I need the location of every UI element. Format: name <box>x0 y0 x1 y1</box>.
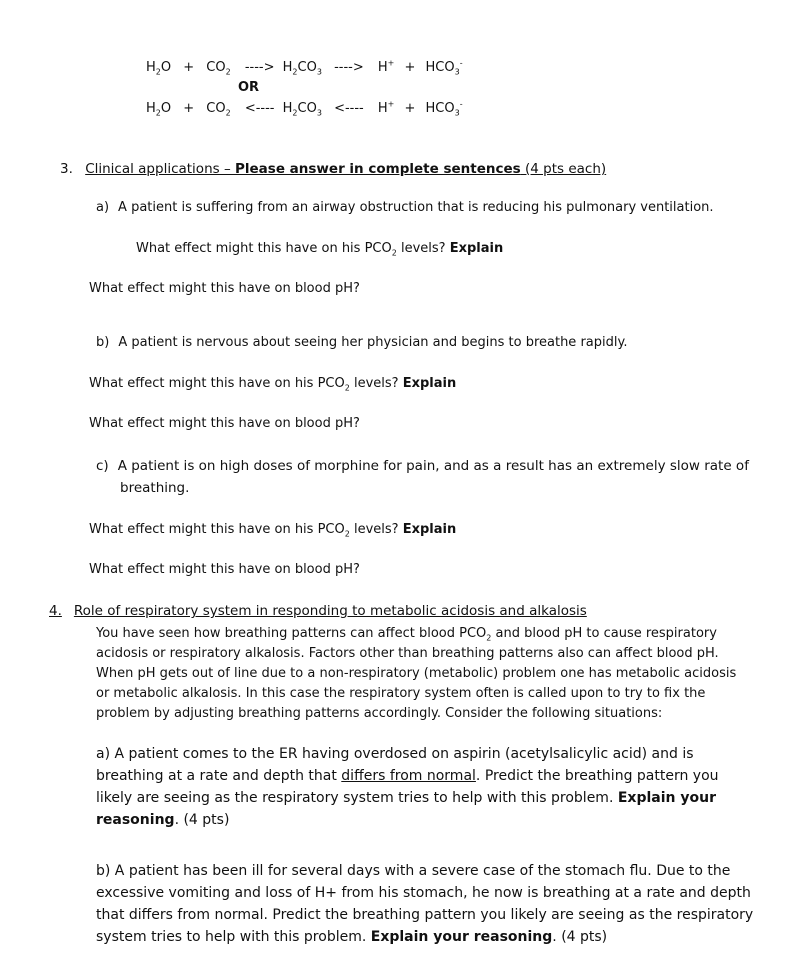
eq-arrow: <---- <box>334 101 364 116</box>
eq-sup: - <box>459 99 463 109</box>
section-title: Clinical applications – <box>85 161 235 177</box>
subscript: 2 <box>344 383 350 393</box>
eq-arrow: ----> <box>244 60 275 75</box>
points-text: . (4 pts) <box>552 929 608 945</box>
question-3b <box>96 335 627 351</box>
section-number: 4. <box>49 603 62 619</box>
question-text: What effect might this have on his PCO <box>136 241 392 256</box>
question-3c-pco2 <box>89 522 456 538</box>
explain-label: Explain your reasoning <box>96 790 716 828</box>
subscript: 2 <box>391 248 397 258</box>
eq-text: CO <box>297 60 317 75</box>
intro-text: You have seen how breathing patterns can affect blood PCO <box>96 626 487 641</box>
eq-text: O <box>160 101 172 116</box>
eq-plus: + <box>183 60 195 75</box>
eq-sub: 3 <box>316 67 322 77</box>
eq-arrow: <---- <box>244 101 275 116</box>
eq-text: CO <box>206 60 226 75</box>
section-3-heading <box>60 161 606 177</box>
section-title: Role of respiratory system in responding to metabolic acidosis and alkalosis <box>73 603 587 619</box>
eq-text: O <box>160 60 172 75</box>
eq-text: CO <box>206 101 226 116</box>
equation-or-label: OR <box>238 80 260 95</box>
question-text: What effect might this have on his PCO <box>89 376 345 391</box>
eq-text: HCO <box>425 101 455 116</box>
intro-text: and blood pH to cause respiratory acidosis or respiratory alkalosis. Factors other than breathing patterns also can affect blood pH. When pH gets out of line due to a non-respiratory (metabolic) problem one has metabolic acidosis or metabolic alkalosis. In this case the respiratory system often is called upon to try to fix the problem by adjusting breathing patterns accordingly. Consider the following situations: <box>96 626 737 721</box>
eq-text: H <box>282 60 293 75</box>
eq-sub: 2 <box>225 67 231 77</box>
question-text: levels? <box>349 522 403 537</box>
explain-label: Explain <box>449 241 504 256</box>
question-text: a) A patient comes to the ER having overdosed on aspirin (acetylsalicylic acid) and is breathing at a rate and depth that <box>96 746 694 784</box>
question-3c-ph: What effect might this have on blood pH? <box>89 562 360 577</box>
item-label: a) <box>96 200 110 215</box>
eq-sub: 3 <box>454 108 460 118</box>
question-text: levels? <box>349 376 403 391</box>
question-3c-line2: breathing. <box>120 480 190 496</box>
subscript: 2 <box>344 529 350 539</box>
eq-text: H <box>146 60 156 75</box>
explain-label: Explain <box>402 376 457 391</box>
eq-plus: + <box>183 101 195 116</box>
eq-text: HCO <box>425 60 455 75</box>
question-3a-pco2 <box>136 241 503 257</box>
section-number: 3. <box>60 161 73 177</box>
eq-text: CO <box>297 101 317 116</box>
question-4a <box>96 743 756 831</box>
eq-text: H <box>377 60 388 75</box>
eq-sub: 2 <box>292 67 298 77</box>
eq-text: H <box>146 101 156 116</box>
question-4b <box>96 860 756 948</box>
eq-sub: 2 <box>292 108 298 118</box>
eq-sup: - <box>459 58 463 68</box>
eq-text: H <box>377 101 388 116</box>
section-4-heading <box>49 603 587 619</box>
eq-sup: + <box>387 99 395 109</box>
question-text: b) A patient has been ill for several days with a severe case of the stomach flu. Due to the excessive vomiting and loss of H+ from his stomach, he now is breathing at a rate and depth that differs from normal. Predict the breathing pattern you likely are seeing as the respiratory system tries to help with this problem. <box>96 863 754 945</box>
eq-plus: + <box>404 60 416 75</box>
section-instruction: Please answer in complete sentences <box>235 161 521 177</box>
explain-label: Explain your reasoning <box>370 929 553 945</box>
question-text: . Predict the breathing pattern you likely are seeing as the respiratory system tries to help with this problem. <box>96 768 719 806</box>
question-3b-ph: What effect might this have on blood pH? <box>89 416 360 431</box>
item-text: A patient is nervous about seeing her physician and begins to breathe rapidly. <box>118 335 628 350</box>
item-label: c) <box>96 458 109 474</box>
question-text: What effect might this have on his PCO <box>89 522 345 537</box>
equation-reverse <box>146 101 463 117</box>
eq-sup: + <box>387 58 395 68</box>
eq-sub: 2 <box>225 108 231 118</box>
question-3b-pco2 <box>89 376 456 392</box>
item-text: A patient is suffering from an airway obstruction that is reducing his pulmonary ventilation. <box>118 200 714 215</box>
question-3c <box>96 456 749 476</box>
points-text: . (4 pts) <box>174 812 230 828</box>
equation-forward <box>146 60 463 76</box>
section-points: (4 pts each) <box>520 161 607 177</box>
eq-arrow: ----> <box>334 60 364 75</box>
emphasis-text: differs from normal <box>341 768 476 784</box>
question-text: levels? <box>396 241 450 256</box>
item-label: b) <box>96 335 110 350</box>
eq-sub: 2 <box>155 108 161 118</box>
eq-plus: + <box>404 101 416 116</box>
subscript: 2 <box>486 633 492 643</box>
question-3a <box>96 200 714 216</box>
eq-sub: 3 <box>316 108 322 118</box>
section-4-intro <box>96 624 746 724</box>
explain-label: Explain <box>402 522 457 537</box>
eq-sub: 3 <box>454 67 460 77</box>
eq-text: H <box>282 101 293 116</box>
item-text: A patient is on high doses of morphine for pain, and as a result has an extremely slow rate of <box>117 458 749 474</box>
question-3a-ph: What effect might this have on blood pH? <box>89 281 360 296</box>
eq-sub: 2 <box>155 67 161 77</box>
